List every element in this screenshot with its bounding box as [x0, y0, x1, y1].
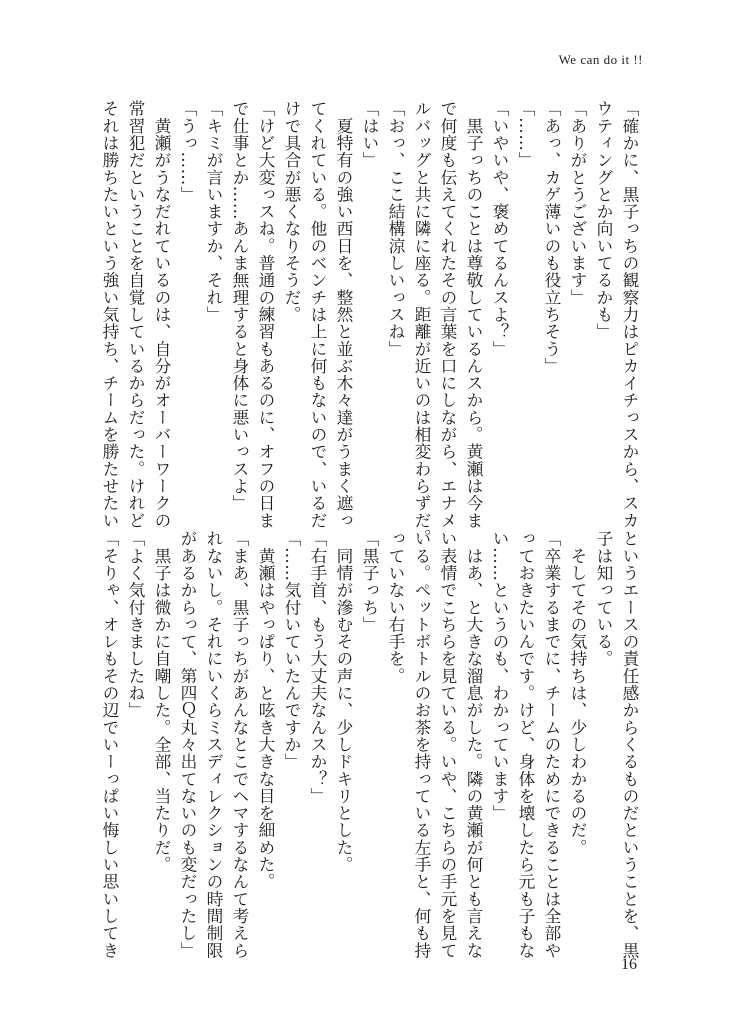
text-line: 「……」	[516, 100, 536, 169]
text-line: 「あっ、カゲ薄いのも役立ちそう」	[542, 100, 562, 375]
upper-text-block	[73, 100, 643, 546]
text-line: てくれている。他のベンチは上に何もないので、いるだ	[308, 100, 328, 529]
text-line: 黄瀬がうなだれているのは、自分がオーバーワークの	[152, 100, 172, 529]
text-line: で何度も伝えてくれたその言葉を口にしながら、エナメ	[438, 100, 458, 529]
text-line: 「ありがとうございます」	[568, 100, 588, 306]
text-line: それは勝ちたいという強い気持ち、チームを勝たせたい	[100, 100, 120, 529]
text-line: 「右手首、もう大丈夫なんスか？」	[308, 530, 328, 805]
text-line: 「まあ、黒子っちがあんなとこでヘマするなんて考えら	[230, 530, 250, 959]
text-line: ウティングとか向いてるかも」	[594, 100, 614, 341]
text-line: 「そりゃ、オレもその辺でいーっぱい悔しい思いしてき	[100, 530, 120, 959]
text-line: けで具合が悪くなりそうだ。	[282, 100, 302, 323]
text-line: 黒子は微かに自嘲した。全部、当たりだ。	[152, 530, 172, 873]
text-line: いる。ペットボトルのお茶を持っている左手と、何も持	[412, 530, 432, 959]
text-line: い……というのも、わかっています」	[490, 530, 510, 822]
text-line: 「卒業するまでに、チームのためにできることは全部や	[542, 530, 562, 959]
text-line: 「キミが言いますか、それ」	[204, 100, 224, 323]
page-number: 16	[621, 956, 637, 973]
text-line: っていない右手を。	[386, 530, 406, 685]
text-line: 夏特有の強い西日を、整然と並ぶ木々達がうまく遮っ	[334, 100, 354, 529]
text-line: で仕事とか……あんま無理すると身体に悪いっスよ」	[230, 100, 250, 512]
text-line: そしてその気持ちは、少しわかるのだ。	[568, 530, 588, 856]
text-line: 同情が滲むその声に、少しドキリとした。	[334, 530, 354, 873]
text-line: ルバッグと共に隣に座る。距離が近いのは相変わらずだ。	[412, 100, 432, 546]
text-line: があるからって、第四Ｑ丸々出てないのも変だったし」	[178, 530, 198, 959]
text-line: というエースの責任感からくるものだということを、黒	[620, 530, 640, 959]
text-line: れないし。それにいくらミスディレクションの時間制限	[204, 530, 224, 959]
text-line: 黒子っちのことは尊敬しているんスから。黄瀬は今ま	[464, 100, 484, 529]
running-title: We can do it !!	[558, 52, 643, 67]
text-line: 「うっ……」	[178, 100, 198, 203]
text-line: 「おっ、ここ結構涼しいっスね」	[386, 100, 406, 358]
text-line: っておきたいんです。けど、身体を壊したら元も子もな	[516, 530, 536, 959]
text-line: 子は知っている。	[594, 530, 614, 668]
text-line: 常習犯だということを自覚しているからだった。けれど	[126, 100, 146, 529]
text-line: 「……気付いていたんですか」	[282, 530, 302, 771]
text-line: 「はい」	[360, 100, 380, 169]
text-line: い表情でこちらを見ている。いや、こちらの手元を見て	[438, 530, 458, 959]
text-line: 「よく気付きましたね」	[126, 530, 146, 719]
text-line: 「黒子っち」	[360, 530, 380, 633]
text-line: 「けど大変っスね。普通の練習もあるのに、オフの日ま	[256, 100, 276, 529]
text-line: 「確かに、黒子っちの観察力はピカイチっスから、スカ	[620, 100, 640, 529]
text-line: 「いやいや、褒めてるんスよ？」	[490, 100, 510, 358]
lower-text-block	[73, 530, 643, 959]
text-line: はあ、と大きな溜息がした。隣の黄瀬が何とも言えな	[464, 530, 484, 959]
text-line: 黄瀬はやっぱり、と呟き大きな目を細めた。	[256, 530, 276, 891]
